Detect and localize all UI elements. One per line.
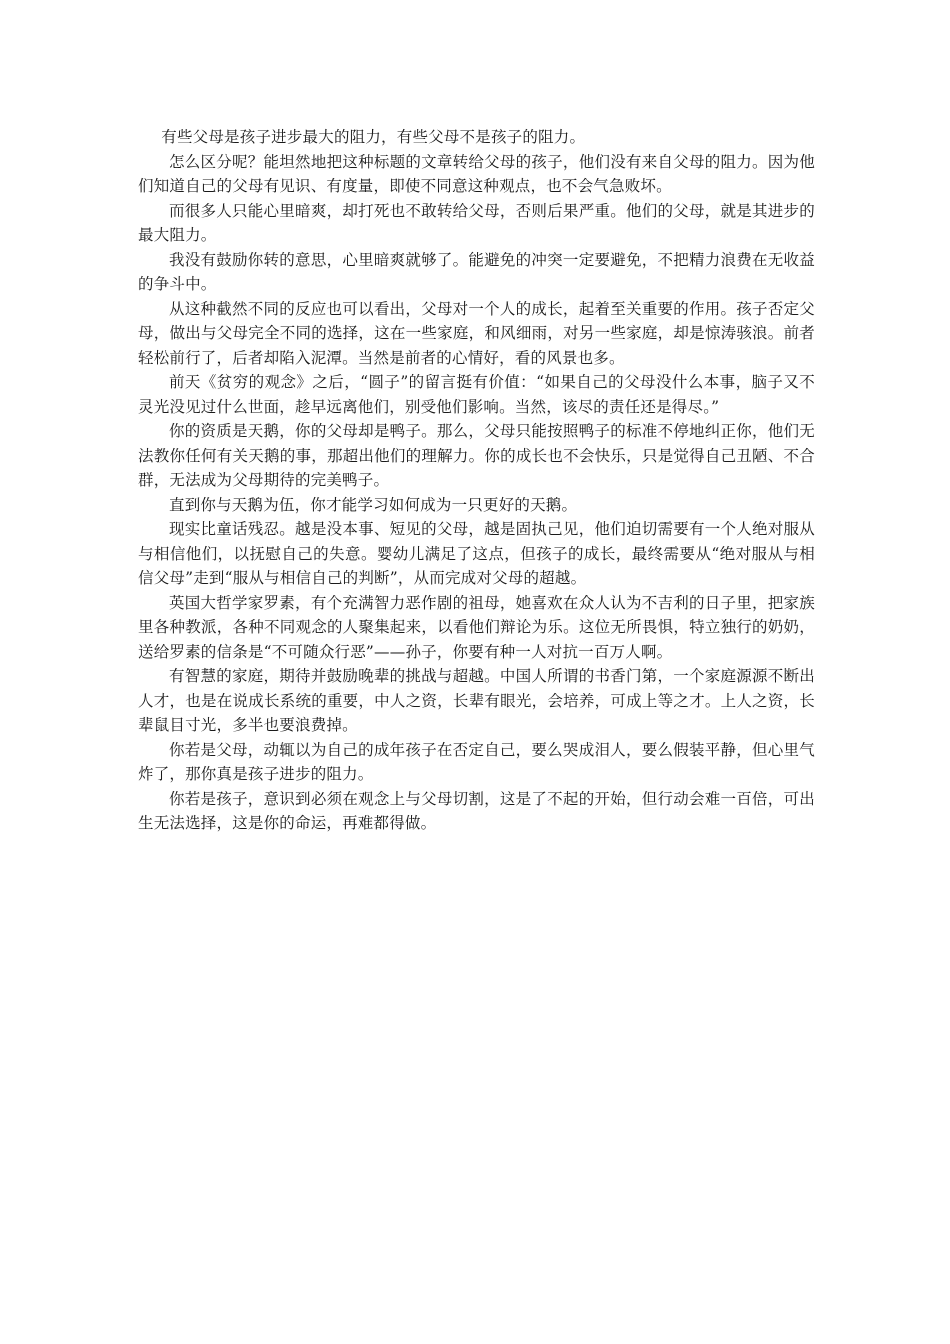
paragraph-12: 你若是父母，动辄以为自己的成年孩子在否定自己，要么哭成泪人，要么假装平静，但心里气炸了，那你真是孩子进步的阻力。: [138, 740, 815, 783]
paragraph-2: 怎么区分呢？能坦然地把这种标题的文章转给父母的孩子，他们没有来自父母的阻力。因为他们知道自己的父母有见识、有度量，即使不同意这种观点，也不会气急败坏。: [138, 152, 815, 195]
article-body: [138, 125, 815, 836]
paragraph-10: 英国大哲学家罗素，有个充满智力恶作剧的祖母，她喜欢在众人认为不吉利的日子里，把家族里各种教派，各种不同观念的人聚集起来，以看他们辩论为乐。这位无所畏惧，特立独行的奶奶，送给罗素的信条是“不可随众行恶”——孙子，你要有种一人对抗一百万人啊。: [138, 593, 815, 661]
paragraph-13: 你若是孩子，意识到必须在观念上与父母切割，这是了不起的开始，但行动会难一百倍，可出生无法选择，这是你的命运，再难都得做。: [138, 789, 815, 832]
paragraph-1: 有些父母是孩子进步最大的阻力，有些父母不是孩子的阻力。: [161, 128, 586, 146]
paragraph-9: 现实比童话残忍。越是没本事、短见的父母，越是固执己见，他们迫切需要有一个人绝对服从与相信他们，以抚慰自己的失意。婴幼儿满足了这点，但孩子的成长，最终需要从“绝对服从与相信父母”走到“服从与相信自己的判断”，从而完成对父母的超越。: [138, 520, 815, 587]
paragraph-4: 我没有鼓励你转的意思，心里暗爽就够了。能避免的冲突一定要避免，不把精力浪费在无收益的争斗中。: [138, 250, 815, 293]
paragraph-6: 前天《贫穷的观念》之后，“圆子”的留言挺有价值：“如果自己的父母没什么本事，脑子又不灵光没见过什么世面，趁早远离他们，别受他们影响。当然，该尽的责任还是得尽。”: [138, 373, 815, 416]
paragraph-11: 有智慧的家庭，期待并鼓励晚辈的挑战与超越。中国人所谓的书香门第，一个家庭源源不断出人才，也是在说成长系统的重要，中人之资，长辈有眼光，会培养，可成上等之才。上人之资，长辈鼠目寸光，多半也要浪费掉。: [138, 667, 815, 734]
paragraph-3: 而很多人只能心里暗爽，却打死也不敢转给父母，否则后果严重。他们的父母，就是其进步的最大阻力。: [138, 201, 815, 244]
paragraph-8: 直到你与天鹅为伍，你才能学习如何成为一只更好的天鹅。: [169, 495, 578, 514]
paragraph-5: 从这种截然不同的反应也可以看出，父母对一个人的成长，起着至关重要的作用。孩子否定父母，做出与父母完全不同的选择，这在一些家庭，和风细雨，对另一些家庭，却是惊涛骇浪。前者轻松前行了，后者却陷入泥潭。当然是前者的心情好，看的风景也多。: [138, 299, 815, 367]
paragraph-7: 你的资质是天鹅，你的父母却是鸭子。那么，父母只能按照鸭子的标准不停地纠正你，他们无法教你任何有关天鹅的事，那超出他们的理解力。你的成长也不会快乐，只是觉得自己丑陋、不合群，无法成为父母期待的完美鸭子。: [138, 422, 815, 489]
